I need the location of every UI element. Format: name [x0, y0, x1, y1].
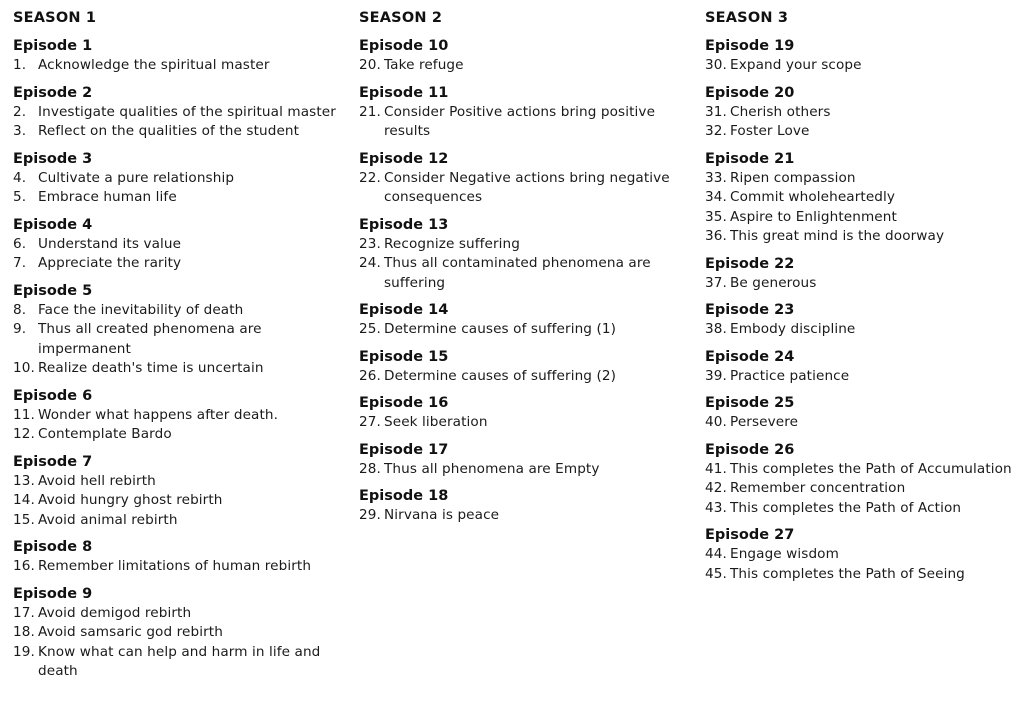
season-title: SEASON 2: [359, 10, 443, 26]
list-item: [13, 472, 343, 492]
episode-block: [13, 36, 343, 76]
item-number: 33.: [705, 169, 727, 186]
item-number: 29.: [359, 507, 381, 523]
episode-title: Episode 17: [359, 441, 449, 458]
list-item: [13, 103, 343, 123]
list-item: [705, 227, 1021, 247]
list-item: [359, 56, 689, 76]
list-item: [705, 499, 1021, 519]
item-number: 10.: [13, 360, 35, 376]
item-number: 20.: [359, 57, 381, 73]
item-number: 16.: [13, 558, 35, 574]
item-number: 25.: [359, 321, 381, 337]
season-column-1: [13, 8, 343, 689]
list-item: [13, 359, 343, 379]
list-item: [359, 169, 689, 208]
list-item: [13, 557, 343, 577]
item-text: Reflect on the qualities of the student: [38, 123, 300, 139]
item-text: Nirvana is peace: [384, 507, 500, 523]
episode-title: Episode 2: [13, 84, 93, 101]
item-text: Realize death's time is uncertain: [38, 360, 264, 376]
item-text: Consider Negative actions bring negative consequences: [384, 169, 670, 205]
episode-title: Episode 5: [13, 282, 93, 299]
list-item: [13, 623, 343, 643]
item-number: 35.: [705, 208, 727, 225]
list-item: [705, 545, 1021, 565]
list-item: [705, 56, 1021, 76]
episode-block: [705, 254, 1021, 294]
episode-title: Episode 11: [359, 84, 449, 101]
list-item: [13, 169, 343, 189]
item-text: Thus all contaminated phenomena are suffering: [384, 255, 651, 291]
list-item: [13, 188, 343, 208]
item-text: Ripen compassion: [730, 169, 856, 186]
list-item: [359, 254, 689, 293]
episode-title: Episode 4: [13, 216, 93, 233]
list-item: [705, 103, 1021, 123]
item-text: Foster Love: [730, 123, 810, 139]
item-number: 26.: [359, 367, 381, 384]
item-number: 13.: [13, 472, 35, 489]
item-number: 7.: [13, 255, 27, 271]
episode-title: Episode 26: [705, 441, 795, 458]
item-number: 19.: [13, 643, 35, 660]
item-text: This completes the Path of Seeing: [730, 565, 965, 582]
item-text: Practice patience: [730, 367, 850, 384]
item-text: Take refuge: [384, 57, 464, 73]
episode-title: Episode 8: [13, 539, 93, 555]
item-number: 44.: [705, 546, 727, 562]
episode-block: [13, 149, 343, 208]
item-text: Wonder what happens after death.: [38, 406, 279, 423]
list-item: [705, 320, 1021, 340]
episode-title: Episode 15: [359, 348, 449, 365]
episode-title: Episode 20: [705, 84, 795, 101]
episode-block: [13, 386, 343, 445]
item-number: 24.: [359, 255, 381, 271]
item-text: Face the inevitability of death: [38, 301, 244, 318]
item-text: Avoid demigod rebirth: [38, 604, 192, 621]
episode-title: Episode 10: [359, 38, 449, 54]
item-text: Appreciate the rarity: [38, 255, 182, 271]
item-text: Determine causes of suffering (2): [384, 367, 617, 384]
list-item: [705, 413, 1021, 433]
item-text: Seek liberation: [384, 414, 488, 430]
item-text: Commit wholeheartedly: [730, 189, 896, 205]
list-item: [359, 235, 689, 255]
item-text: Embody discipline: [730, 321, 856, 337]
episode-title: Episode 25: [705, 395, 795, 411]
item-text: Avoid hell rebirth: [38, 472, 156, 489]
episode-block: [13, 215, 343, 274]
episode-title: Episode 12: [359, 150, 449, 167]
episode-title: Episode 22: [705, 255, 795, 272]
item-number: 34.: [705, 189, 727, 205]
list-item: [13, 425, 343, 445]
item-text: Thus all created phenomena are impermanent: [38, 321, 262, 357]
item-text: Know what can help and harm in life and death: [38, 643, 321, 679]
item-number: 45.: [705, 565, 727, 582]
episode-block: [13, 83, 343, 142]
item-text: Be generous: [730, 274, 817, 291]
list-item: [359, 506, 689, 526]
episode-block: [705, 393, 1021, 433]
item-number: 38.: [705, 321, 727, 337]
list-item: [359, 320, 689, 340]
list-item: [13, 254, 343, 274]
list-item: [359, 460, 689, 480]
list-item: [705, 565, 1021, 585]
list-item: [705, 460, 1021, 480]
item-text: Remember concentration: [730, 480, 906, 496]
item-text: Consider Positive actions bring positive results: [384, 103, 656, 139]
item-number: 14.: [13, 492, 35, 508]
episode-block: [359, 300, 689, 340]
season-title: SEASON 3: [705, 10, 789, 26]
episode-block: [705, 149, 1021, 247]
item-text: Embrace human life: [38, 189, 177, 205]
list-item: [13, 511, 343, 531]
item-text: Cherish others: [730, 103, 831, 120]
episode-block: [13, 452, 343, 531]
episode-title: Episode 23: [705, 302, 795, 318]
item-text: Aspire to Enlightenment: [730, 208, 897, 225]
item-text: This completes the Path of Accumulation: [730, 460, 1012, 477]
episode-title: Episode 21: [705, 150, 795, 167]
episode-title: Episode 1: [13, 38, 93, 54]
episode-block: [705, 440, 1021, 519]
item-number: 2.: [13, 103, 27, 120]
episode-title: Episode 6: [13, 387, 93, 404]
list-item: [359, 413, 689, 433]
episode-block: [359, 36, 689, 76]
list-item: [13, 122, 343, 142]
item-number: 17.: [13, 604, 35, 621]
item-number: 18.: [13, 624, 35, 640]
item-number: 41.: [705, 460, 727, 477]
item-number: 12.: [13, 426, 35, 442]
list-item: [13, 406, 343, 426]
episode-block: [359, 347, 689, 387]
item-number: 30.: [705, 57, 727, 73]
item-number: 31.: [705, 103, 727, 120]
item-number: 39.: [705, 367, 727, 384]
list-item: [705, 479, 1021, 499]
item-number: 23.: [359, 235, 381, 252]
season-title: SEASON 1: [13, 10, 97, 26]
episode-block: [13, 281, 343, 379]
list-item: [13, 235, 343, 255]
episode-block: [705, 83, 1021, 142]
item-text: Cultivate a pure relationship: [38, 169, 235, 186]
list-item: [13, 320, 343, 359]
list-item: [705, 208, 1021, 228]
list-item: [705, 188, 1021, 208]
item-text: Expand your scope: [730, 57, 862, 73]
episode-title: Episode 27: [705, 527, 795, 543]
episode-block: [359, 83, 689, 142]
item-number: 3.: [13, 123, 27, 139]
item-text: Avoid animal rebirth: [38, 511, 178, 528]
list-item: [705, 122, 1021, 142]
episode-title: Episode 19: [705, 38, 795, 54]
item-text: Thus all phenomena are Empty: [384, 460, 600, 477]
episode-block: [705, 36, 1021, 76]
item-number: 43.: [705, 499, 727, 516]
item-number: 36.: [705, 228, 727, 244]
item-text: Contemplate Bardo: [38, 426, 172, 442]
episode-title: Episode 24: [705, 348, 795, 365]
list-item: [359, 103, 689, 142]
episode-title: Episode 7: [13, 453, 93, 470]
item-number: 6.: [13, 235, 27, 252]
item-number: 42.: [705, 480, 727, 496]
item-text: Determine causes of suffering (1): [384, 321, 617, 337]
item-number: 8.: [13, 301, 27, 318]
episode-block: [13, 537, 343, 577]
list-item: [13, 604, 343, 624]
item-number: 11.: [13, 406, 35, 423]
item-text: Remember limitations of human rebirth: [38, 558, 312, 574]
item-number: 21.: [359, 103, 381, 120]
episode-title: Episode 14: [359, 302, 449, 318]
list-item: [13, 56, 343, 76]
episode-title: Episode 3: [13, 150, 93, 167]
episode-block: [705, 525, 1021, 584]
item-number: 28.: [359, 460, 381, 477]
episode-title: Episode 18: [359, 488, 449, 504]
item-number: 37.: [705, 274, 727, 291]
list-item: [13, 301, 343, 321]
episode-block: [705, 347, 1021, 387]
episode-block: [13, 584, 343, 682]
item-text: Acknowledge the spiritual master: [38, 57, 270, 73]
episode-title: Episode 16: [359, 395, 449, 411]
list-item: [13, 491, 343, 511]
episode-block: [359, 486, 689, 526]
list-item: [705, 169, 1021, 189]
episode-block: [359, 215, 689, 294]
item-text: Recognize suffering: [384, 235, 520, 252]
item-text: This completes the Path of Action: [730, 499, 962, 516]
item-number: 27.: [359, 414, 381, 430]
episode-title: Episode 9: [13, 585, 93, 602]
episode-block: [359, 393, 689, 433]
season-column-3: [705, 8, 1021, 591]
item-text: Engage wisdom: [730, 546, 839, 562]
item-number: 40.: [705, 414, 727, 430]
episode-block: [359, 440, 689, 480]
item-text: Avoid samsaric god rebirth: [38, 624, 223, 640]
list-item: [705, 274, 1021, 294]
item-number: 32.: [705, 123, 727, 139]
item-text: Investigate qualities of the spiritual master: [38, 103, 336, 120]
item-text: Persevere: [730, 414, 799, 430]
list-item: [13, 643, 343, 682]
item-text: Understand its value: [38, 235, 182, 252]
episode-block: [705, 300, 1021, 340]
item-number: 22.: [359, 169, 381, 186]
item-number: 9.: [13, 321, 27, 337]
item-number: 4.: [13, 169, 27, 186]
item-text: Avoid hungry ghost rebirth: [38, 492, 223, 508]
episode-title: Episode 13: [359, 216, 449, 233]
season-column-2: [359, 8, 689, 533]
list-item: [705, 367, 1021, 387]
item-number: 1.: [13, 57, 27, 73]
item-number: 5.: [13, 189, 27, 205]
list-item: [359, 367, 689, 387]
episode-block: [359, 149, 689, 208]
item-text: This great mind is the doorway: [730, 228, 945, 244]
item-number: 15.: [13, 511, 35, 528]
